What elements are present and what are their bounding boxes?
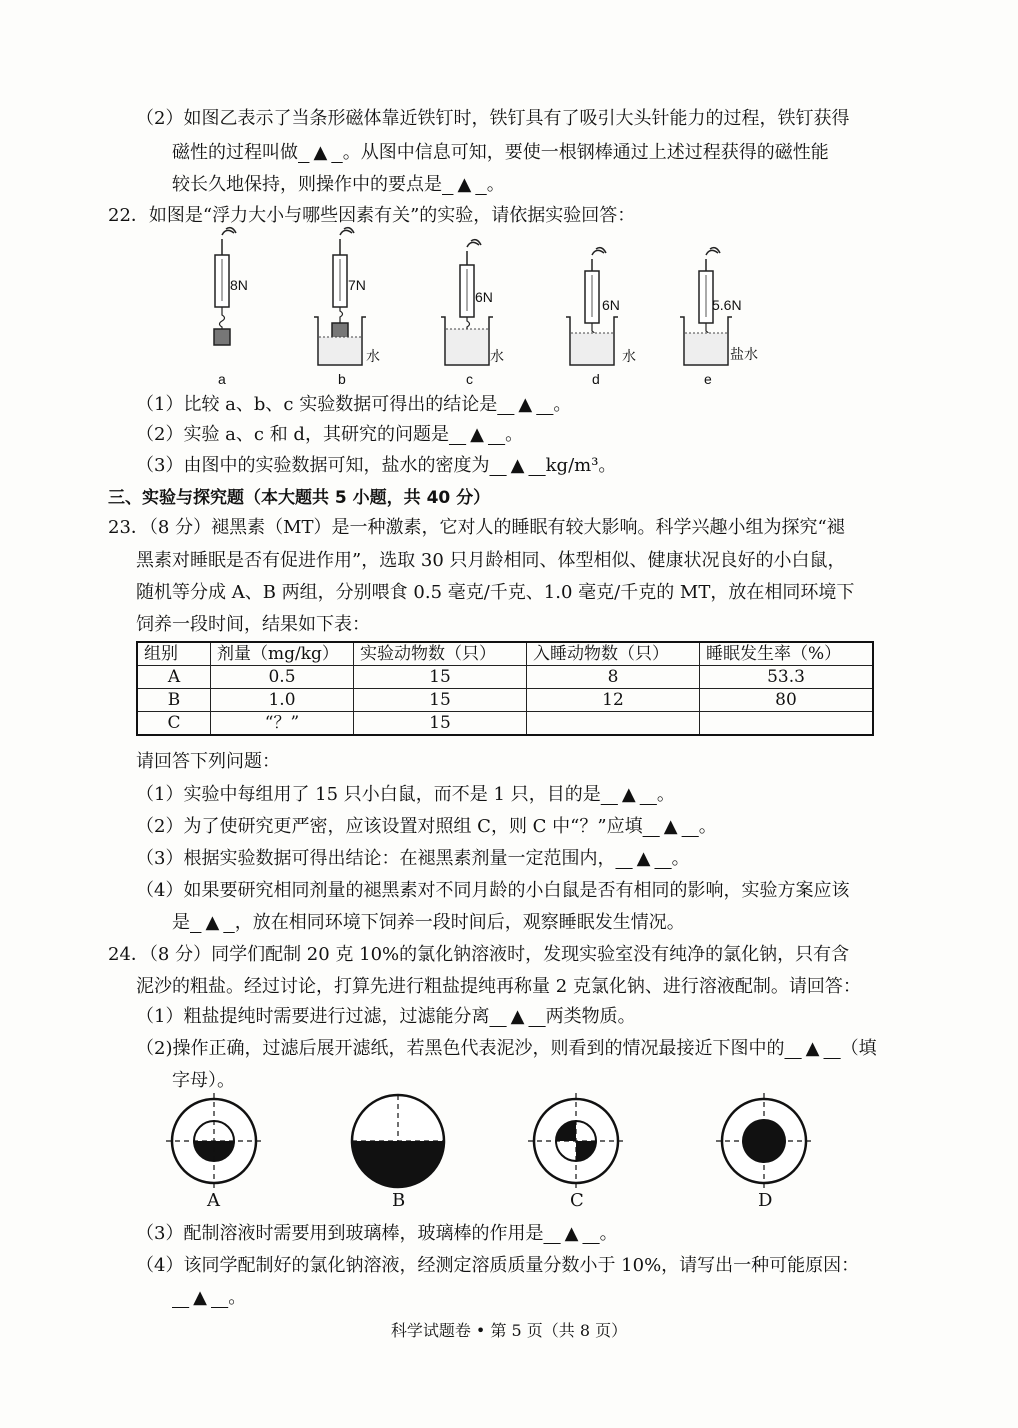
- q23-sub4-line2: [172, 910, 685, 936]
- table-header: 睡眠发生率（%）: [700, 642, 874, 666]
- q24-sub2-line2: 字母）。: [172, 1070, 235, 1091]
- table-cell: 80: [700, 689, 874, 712]
- scale-reading-c: 6N: [475, 289, 493, 305]
- answer-triangle-icon: ▲: [510, 1006, 525, 1027]
- q23-text: 。: [656, 784, 675, 805]
- q24-sub4-line1: （4）该同学配制好的氯化钠溶液，经测定溶质质量分数小于 10%，请写出一种可能原因：: [136, 1255, 860, 1276]
- q24-text: （填: [840, 1038, 877, 1059]
- scale-reading-e: 5.6N: [712, 297, 742, 313]
- results-table: [136, 641, 874, 736]
- answer-blank[interactable]: [543, 1221, 599, 1247]
- table-header: 入睡动物数（只）: [527, 642, 700, 666]
- figure-letter-c: c: [466, 371, 473, 387]
- q24-text: （2)操作正确，过滤后展开滤纸，若黑色代表泥沙，则看到的情况最接近下图中的: [136, 1038, 785, 1059]
- table-cell: 53.3: [700, 666, 874, 689]
- answer-triangle-icon: ▲: [805, 1038, 820, 1059]
- q24-text: 。: [228, 1287, 247, 1308]
- q23-sub4-line1: （4）如果要研究相同剂量的褪黑素对不同月龄的小白鼠是否有相同的影响，实验方案应该: [136, 880, 850, 901]
- page-footer: 科学试题卷 • 第 5 页（共 8 页）: [390, 1321, 628, 1340]
- q21-text: 较长久地保持，则操作中的要点是: [172, 174, 442, 195]
- q21-text: 。: [486, 174, 505, 195]
- q22-unit: kg/m³: [545, 455, 599, 476]
- table-cell: 12: [527, 689, 700, 712]
- filter-option-a: [166, 1093, 262, 1189]
- filter-option-d: [716, 1093, 812, 1189]
- q22-text: 。: [598, 455, 617, 476]
- answer-blank[interactable]: [190, 910, 235, 936]
- q23-text: ，放在相同环境下饲养一段时间后，观察睡眠发生情况。: [234, 912, 685, 933]
- figure-letter-d: d: [592, 371, 600, 387]
- answer-blank[interactable]: [449, 422, 505, 448]
- q21-part2-line2: [172, 140, 829, 166]
- answer-blank[interactable]: [298, 140, 343, 166]
- q22-text: （1）比较 a、b、c 实验数据可得出的结论是: [136, 394, 498, 415]
- scale-reading-b: 7N: [348, 277, 366, 293]
- q23-text: 。: [698, 816, 717, 837]
- table-cell: A: [137, 666, 211, 689]
- q22-sub2: [136, 422, 523, 448]
- q24-sub4-line2: [172, 1285, 246, 1311]
- answer-blank[interactable]: [615, 846, 671, 872]
- table-header-row: [137, 642, 873, 666]
- answer-blank[interactable]: [442, 172, 487, 198]
- answer-triangle-icon: ▲: [663, 816, 678, 837]
- table-cell: 15: [354, 712, 527, 736]
- table-header: 剂量（mg/kg）: [211, 642, 354, 666]
- q22-sub3: [136, 453, 616, 479]
- filter-option-b: [352, 1095, 444, 1187]
- section-heading: 三、实验与探究题（本大题共 5 小题，共 40 分）: [108, 488, 491, 508]
- filter-paper-figure: [170, 1086, 830, 1196]
- figure-letter-b: b: [338, 371, 346, 387]
- scale-reading-d: 6N: [602, 297, 620, 313]
- table-cell: B: [137, 689, 211, 712]
- liquid-label-d: 水: [622, 348, 636, 364]
- table-row: [137, 689, 873, 712]
- table-cell[interactable]: [700, 712, 874, 736]
- q24-text: （1）粗盐提纯时需要进行过滤，过滤能分离: [136, 1006, 490, 1027]
- answer-blank[interactable]: [643, 814, 699, 840]
- table-row: [137, 712, 873, 736]
- q23-text: （1）实验中每组用了 15 只小白鼠，而不是 1 只，目的是: [136, 784, 601, 805]
- option-label-c[interactable]: C: [570, 1190, 584, 1211]
- table-cell: 1.0: [211, 689, 354, 712]
- q23-stem-line4: 饲养一段时间，结果如下表：: [136, 614, 370, 635]
- liquid-label-b: 水: [366, 348, 380, 364]
- liquid-label-c: 水: [490, 348, 504, 364]
- table-header: 实验动物数（只）: [354, 642, 527, 666]
- answer-triangle-icon: ▲: [205, 912, 220, 933]
- q24-sub3: [136, 1221, 618, 1247]
- table-cell: 15: [354, 689, 527, 712]
- answer-blank[interactable]: [601, 782, 657, 808]
- answer-blank[interactable]: [784, 1036, 840, 1062]
- table-cell: 15: [354, 666, 527, 689]
- answer-blank[interactable]: [497, 392, 553, 418]
- q24-stem-line1: 24．（8 分）同学们配制 20 克 10%的氯化钠溶液时，发现实验室没有纯净的氯化钠，只有含: [108, 944, 850, 965]
- q23-text: （3）根据实验数据可得出结论：在褪黑素剂量一定范围内，: [136, 848, 616, 869]
- figure-letter-a: a: [218, 371, 226, 387]
- q21-text: 磁性的过程叫做: [172, 142, 298, 163]
- table-cell[interactable]: [527, 712, 700, 736]
- q24-sub2-line1: [136, 1036, 877, 1062]
- option-label-d[interactable]: D: [758, 1190, 773, 1211]
- q22-sub1: [136, 392, 571, 418]
- q22-text: （3）由图中的实验数据可知，盐水的密度为: [136, 455, 490, 476]
- q24-sub1: [136, 1004, 636, 1030]
- q23-stem-line2: 黑素对睡眠是否有促进作用”，选取 30 只月龄相同、体型相似、健康状况良好的小白鼠，: [136, 550, 846, 571]
- q23-prompt: 请回答下列问题：: [136, 751, 280, 772]
- table-cell: 8: [527, 666, 700, 689]
- q21-text: 。从图中信息可知，要使一根钢棒通过上述过程获得的磁性能: [342, 142, 829, 163]
- q23-sub2: [136, 814, 717, 840]
- q21-part2-line3: [172, 172, 505, 198]
- answer-triangle-icon: ▲: [313, 142, 328, 163]
- table-row: [137, 666, 873, 689]
- answer-triangle-icon: ▲: [457, 174, 472, 195]
- q24-text: （3）配制溶液时需要用到玻璃棒，玻璃棒的作用是: [136, 1223, 544, 1244]
- q22-stem: 22．如图是“浮力大小与哪些因素有关”的实验，请依据实验回答：: [108, 205, 636, 226]
- q23-sub1: [136, 782, 675, 808]
- figure-letter-e: e: [704, 371, 712, 387]
- table-header: 组别: [137, 642, 211, 666]
- answer-triangle-icon: ▲: [621, 784, 636, 805]
- option-label-b[interactable]: B: [392, 1190, 406, 1211]
- table-cell: C: [137, 712, 211, 736]
- option-label-a[interactable]: A: [207, 1190, 220, 1211]
- answer-blank[interactable]: [172, 1285, 228, 1311]
- answer-triangle-icon: ▲: [470, 424, 484, 445]
- spring-scale-b: [314, 228, 366, 365]
- table-cell: “？”: [211, 712, 354, 736]
- answer-blank[interactable]: [489, 1004, 545, 1030]
- q23-stem-line1: 23．（8 分）褪黑素（MT）是一种激素，它对人的睡眠有较大影响。科学兴趣小组为探究“褪: [108, 517, 845, 538]
- q21-part2-line1: （2）如图乙表示了当条形磁体靠近铁钉时，铁钉具有了吸引大头针能力的过程，铁钉获得: [136, 108, 850, 129]
- answer-triangle-icon: ▲: [564, 1223, 579, 1244]
- answer-triangle-icon: ▲: [193, 1287, 208, 1308]
- q22-text: 。: [505, 424, 524, 445]
- answer-triangle-icon: ▲: [518, 394, 533, 415]
- answer-triangle-icon: ▲: [510, 455, 525, 476]
- q24-text: 两类物质。: [545, 1006, 636, 1027]
- filter-option-c: [528, 1093, 624, 1189]
- q23-text: 。: [671, 848, 690, 869]
- q24-stem-line2: 泥沙的粗盐。经过讨论，打算先进行粗盐提纯再称量 2 克氯化钠、进行溶液配制。请回答：: [136, 976, 861, 997]
- scale-reading-a: 8N: [230, 277, 248, 293]
- answer-triangle-icon: ▲: [636, 848, 651, 869]
- q23-stem-line3: 随机等分成 A、B 两组，分别喂食 0.5 毫克/千克、1.0 毫克/千克的 MT，放在相同环境下: [136, 582, 855, 603]
- q24-text: 。: [599, 1223, 618, 1244]
- liquid-label-e: 盐水: [730, 346, 758, 362]
- q23-sub3: [136, 846, 690, 872]
- q23-text: 是: [172, 912, 190, 933]
- table-cell: 0.5: [211, 666, 354, 689]
- q22-text: 。: [553, 394, 572, 415]
- q22-text: （2）实验 a、c 和 d，其研究的问题是: [136, 424, 449, 445]
- answer-blank[interactable]: [489, 453, 545, 479]
- q23-text: （2）为了使研究更严密，应该设置对照组 C，则 C 中“？”应填: [136, 816, 643, 837]
